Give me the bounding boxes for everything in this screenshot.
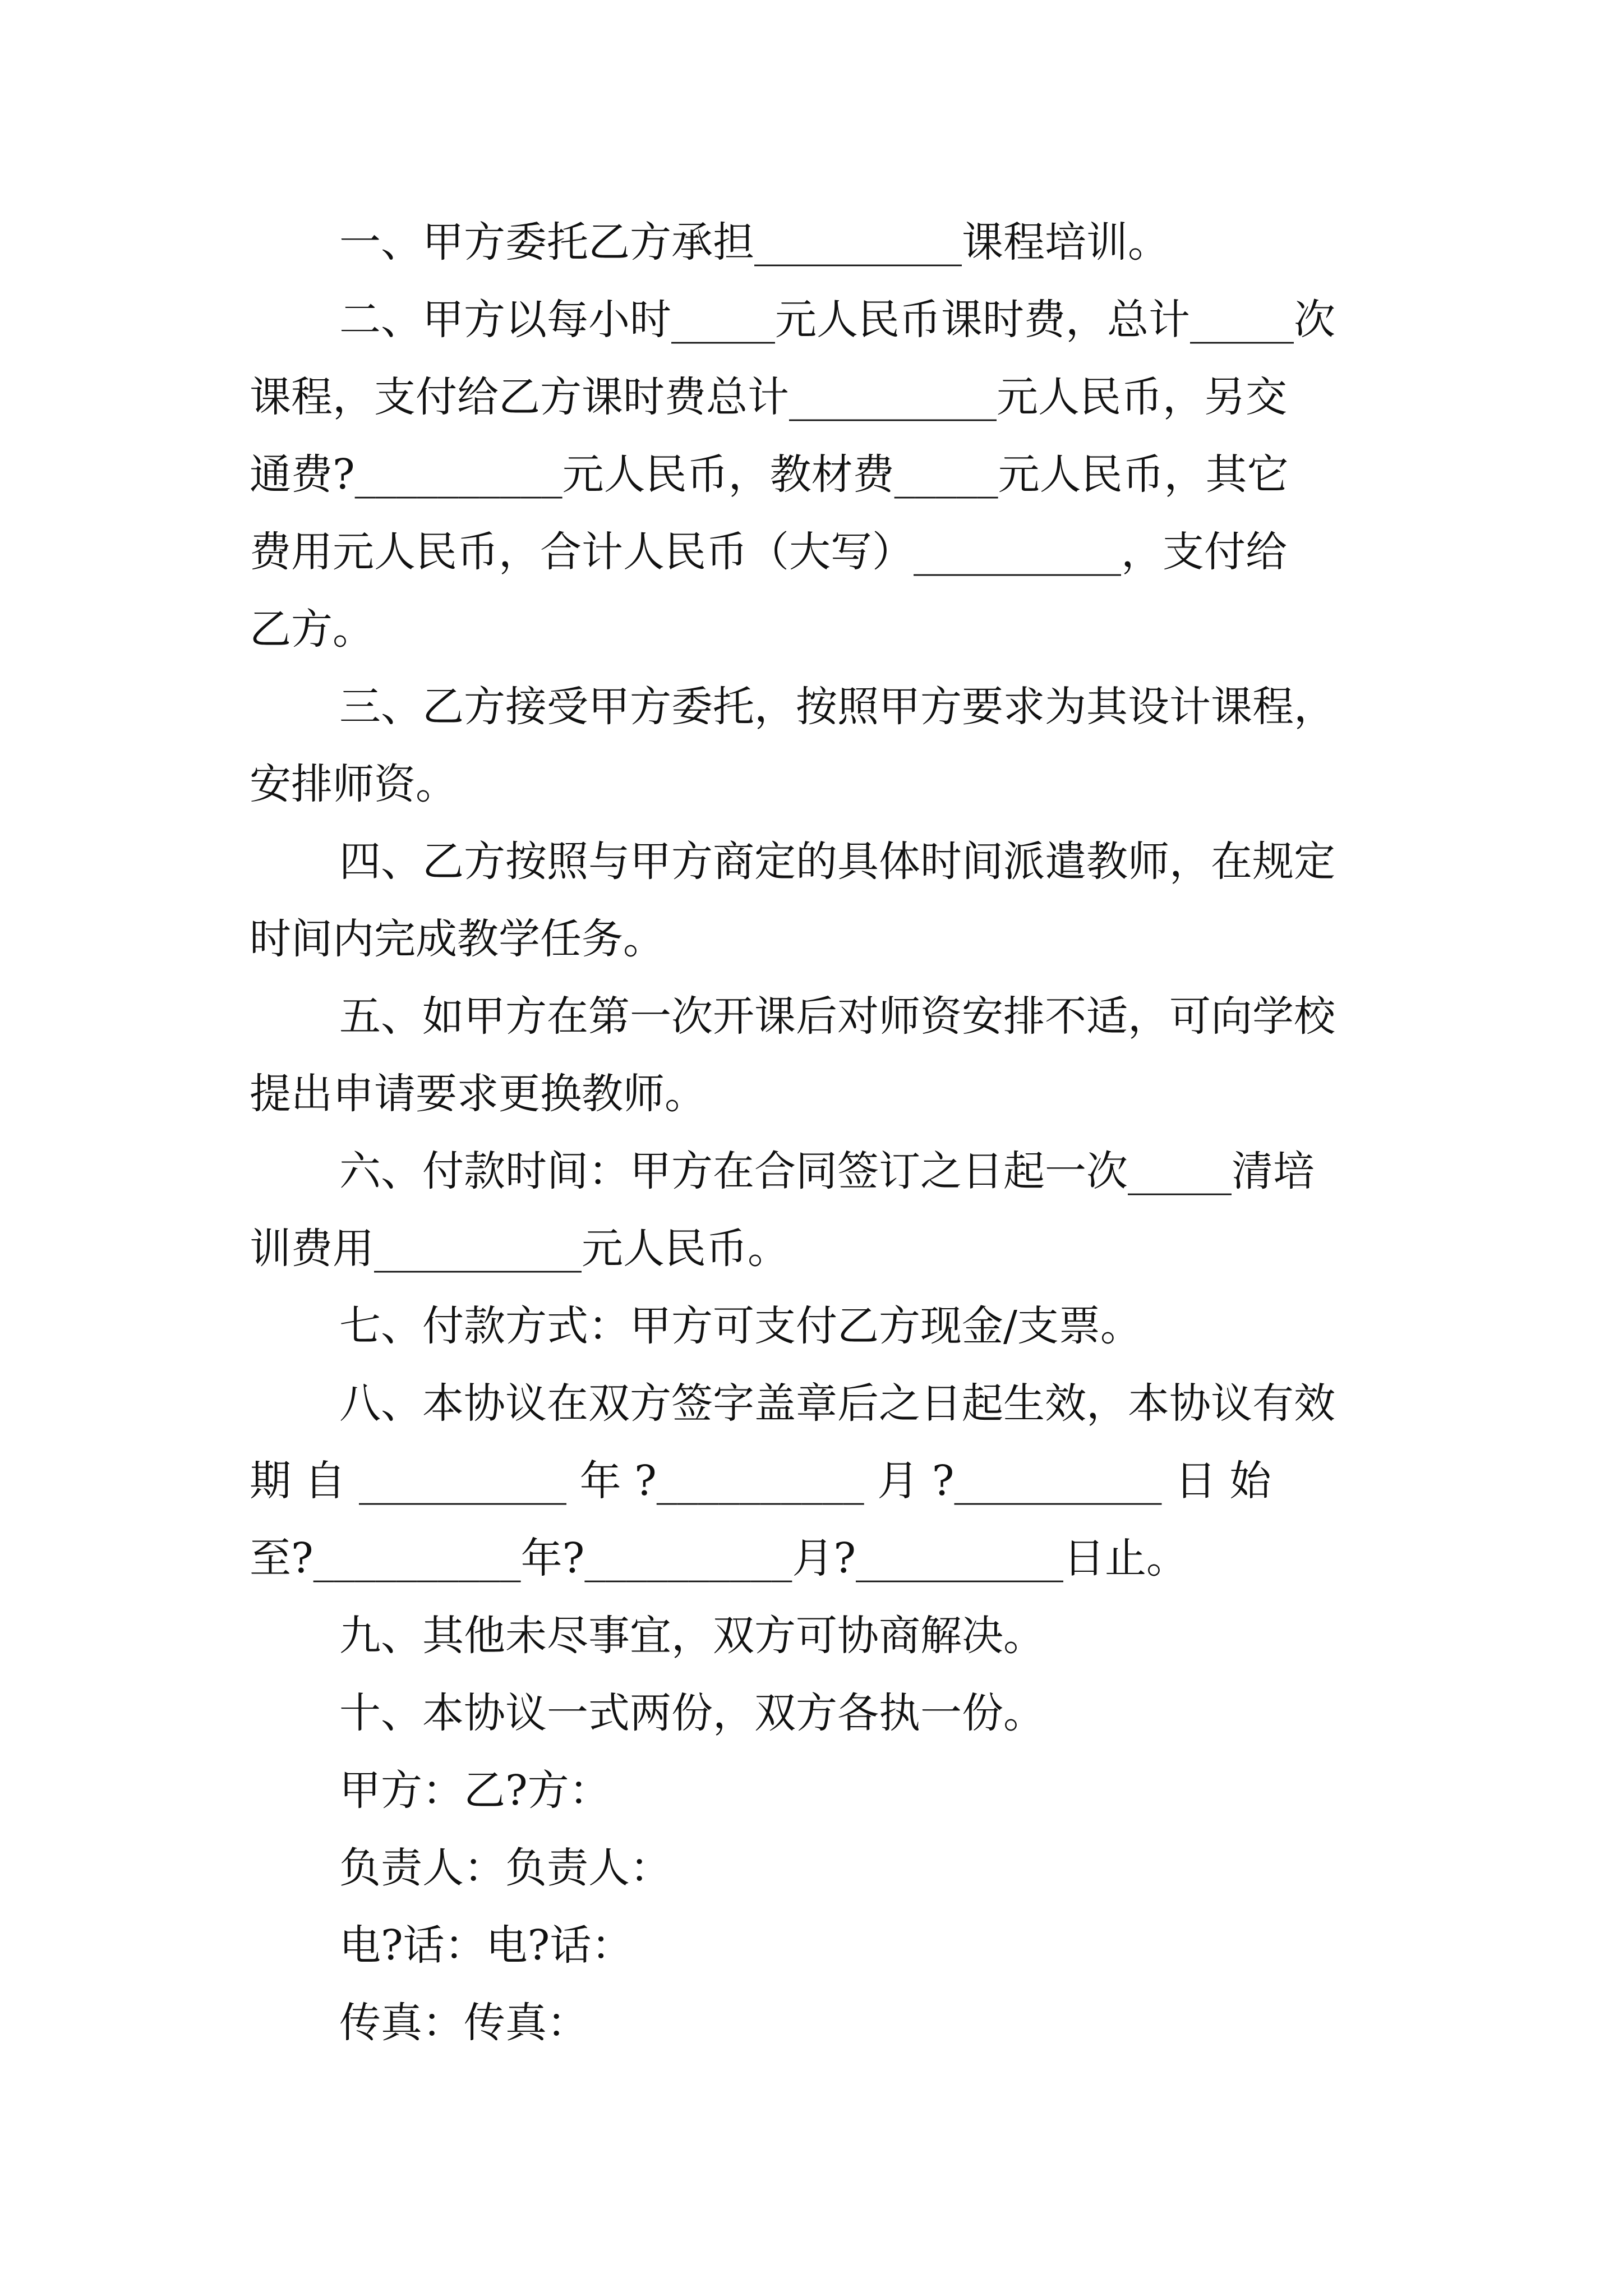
clause-5-line-2: 提出申请要求更换教师。 (250, 1070, 706, 1118)
clause-6-line-1: 六、付款时间：甲方在合同签订之日起一次_____清培 (339, 1147, 1315, 1195)
clause-4-line-1: 四、乙方按照与甲方商定的具体时间派遣教师，在规定 (339, 838, 1335, 886)
clause-3-line-1: 三、乙方接受甲方委托，按照甲方要求为其设计课程， (339, 683, 1335, 731)
clause-10-line: 十、本协议一式两份，双方各执一份。 (339, 1689, 1045, 1737)
fax-line: 传真：传真： (339, 1999, 588, 2047)
clause-8-line-2: 期 自 __________ 年 ?__________ 月 ?__________ 日 始 (250, 1457, 1271, 1505)
clause-8-line-3: 至?__________年?__________月?__________日止。 (250, 1534, 1188, 1582)
clause-9-line: 九、其他未尽事宜，双方可协商解决。 (339, 1612, 1045, 1660)
clause-3-line-2: 安排师资。 (250, 760, 457, 808)
clause-1-line: 一、甲方委托乙方承担__________课程培训。 (339, 218, 1169, 266)
clause-2-line-2: 课程，支付给乙方课时费总计__________元人民币，另交 (250, 373, 1287, 421)
party-labels-line: 甲方：乙?方： (339, 1766, 611, 1815)
clause-6-line-2: 训费用__________元人民币。 (250, 1225, 789, 1273)
phone-line: 电?话：电?话： (339, 1921, 633, 1970)
clause-2-line-4: 费用元人民币，合计人民币（大写）__________，支付给 (250, 528, 1287, 576)
clause-2-line-3: 通费?__________元人民币，教材费_____元人民币，其它 (250, 450, 1289, 499)
clause-2-line-5: 乙方。 (250, 605, 374, 654)
clause-4-line-2: 时间内完成教学任务。 (250, 915, 665, 963)
clause-7-line: 七、付款方式：甲方可支付乙方现金/支票。 (339, 1302, 1142, 1350)
clause-5-line-1: 五、如甲方在第一次开课后对师资安排不适，可向学校 (339, 992, 1335, 1041)
clause-2-line-1: 二、甲方以每小时_____元人民币课时费，总计_____次 (339, 296, 1335, 344)
responsible-line: 负责人：负责人： (339, 1844, 671, 1892)
clause-8-line-1: 八、本协议在双方签字盖章后之日起生效，本协议有效 (339, 1379, 1335, 1428)
